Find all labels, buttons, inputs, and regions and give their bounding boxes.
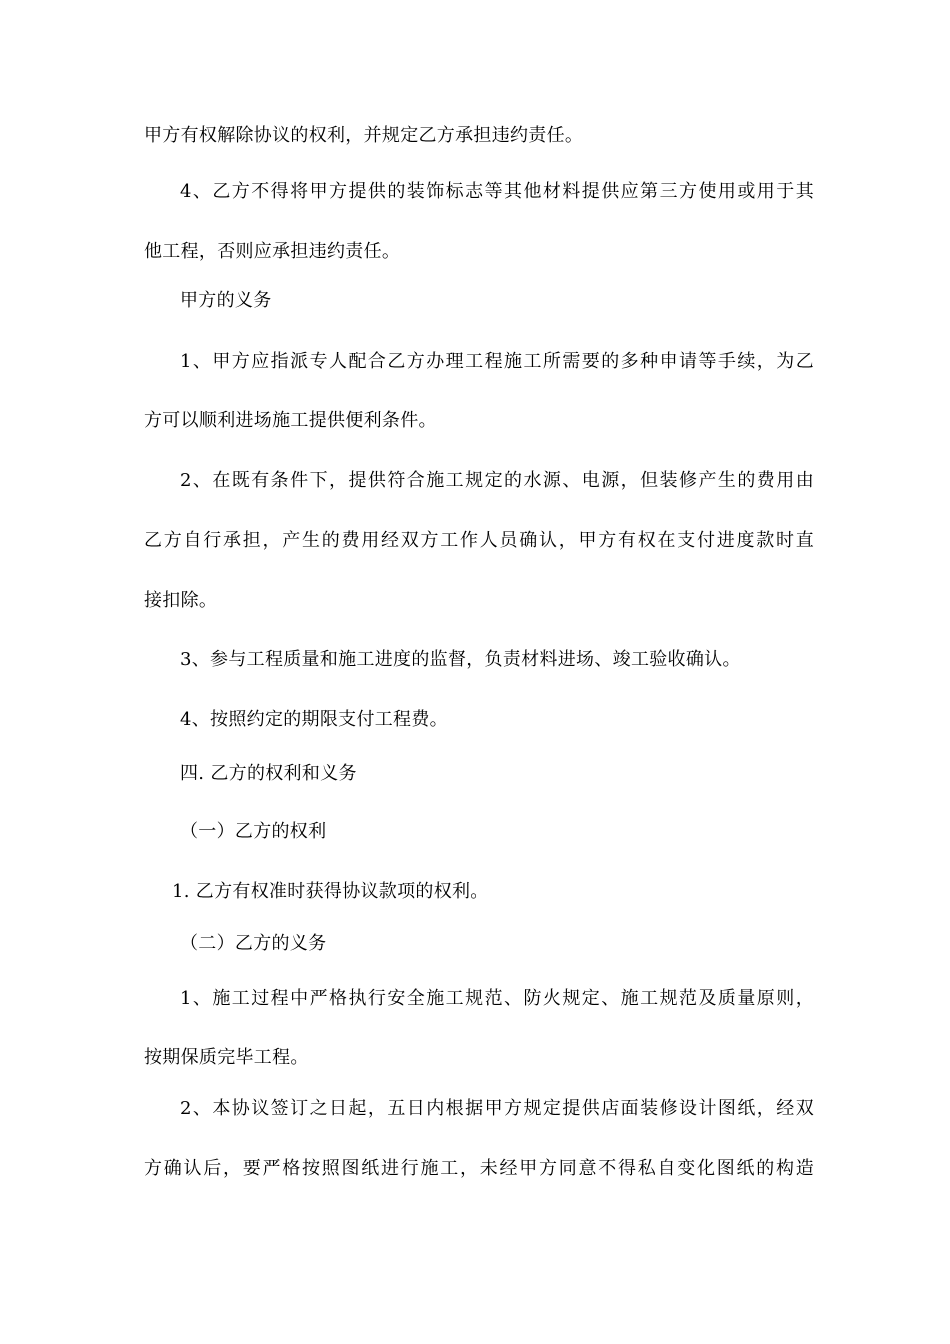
paragraph-line: 他工程，否则应承担违约责任。 bbox=[144, 241, 401, 262]
paragraph-line: 1. 乙方有权准时获得协议款项的权利。 bbox=[172, 881, 489, 902]
paragraph-line: 4、按照约定的期限支付工程费。 bbox=[180, 709, 448, 730]
paragraph-line: 按期保质完毕工程。 bbox=[144, 1047, 309, 1068]
paragraph-line: 乙方自行承担，产生的费用经双方工作人员确认，甲方有权在支付进度款时直 bbox=[144, 530, 814, 551]
paragraph-line: 接扣除。 bbox=[144, 590, 218, 611]
subsection-heading: （一）乙方的权利 bbox=[180, 821, 327, 842]
subsection-heading: （二）乙方的义务 bbox=[180, 933, 327, 954]
section-heading: 四. 乙方的权利和义务 bbox=[180, 763, 357, 784]
paragraph-line: 1、施工过程中严格执行安全施工规范、防火规定、施工规范及质量原则， bbox=[180, 988, 814, 1009]
paragraph-line: 2、本协议签订之日起，五日内根据甲方规定提供店面装修设计图纸，经双 bbox=[180, 1098, 814, 1119]
paragraph-line: 方确认后，要严格按照图纸进行施工，未经甲方同意不得私自变化图纸的构造 bbox=[144, 1158, 814, 1179]
section-heading: 甲方的义务 bbox=[180, 290, 272, 311]
paragraph-line: 2、在既有条件下，提供符合施工规定的水源、电源，但装修产生的费用由 bbox=[180, 470, 814, 491]
paragraph-line: 4、乙方不得将甲方提供的装饰标志等其他材料提供应第三方使用或用于其 bbox=[180, 181, 814, 202]
paragraph-line: 1、甲方应指派专人配合乙方办理工程施工所需要的多种申请等手续，为乙 bbox=[180, 351, 814, 372]
paragraph-line: 3、参与工程质量和施工进度的监督，负责材料进场、竣工验收确认。 bbox=[180, 649, 741, 670]
paragraph-line: 甲方有权解除协议的权利，并规定乙方承担违约责任。 bbox=[144, 125, 584, 146]
paragraph-line: 方可以顺利进场施工提供便利条件。 bbox=[144, 410, 437, 431]
